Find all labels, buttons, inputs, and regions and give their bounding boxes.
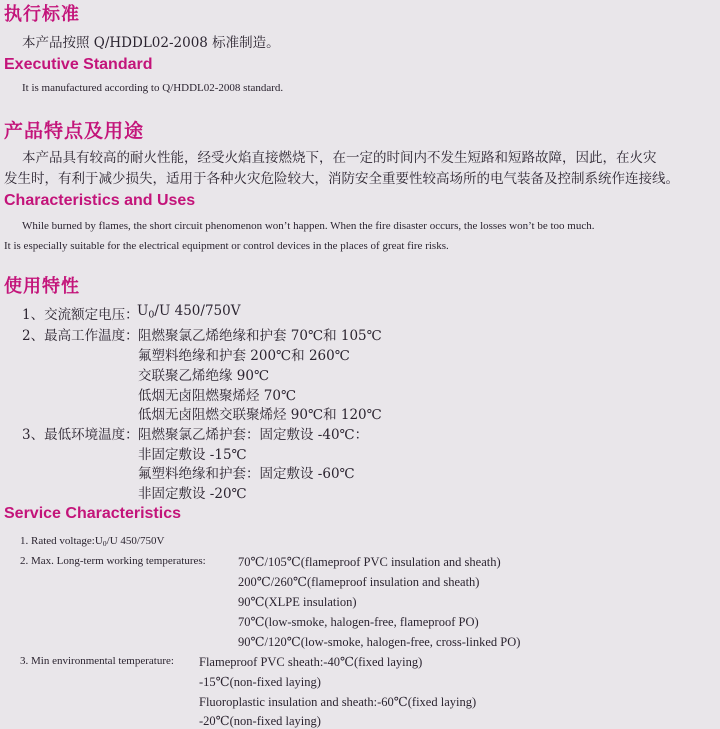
service-item2-line: 70℃(low-smoke, halogen-free, flameproof PO)	[238, 615, 479, 629]
usage-item3-line: 非固定敷设 -20℃	[138, 486, 247, 502]
usage-item2-line: 低烟无卤阻燃交联聚烯烃 90℃和 120℃	[138, 407, 382, 423]
service-title-en: Service Characteristics	[4, 505, 181, 522]
features-text-en-1: While burned by flames, the short circuit phenomenon won’t happen. When the fire disaster occurs, the losses won’t be too much.	[22, 220, 595, 232]
usage-item1-label: 1、交流额定电压：	[22, 307, 139, 323]
features-text-cn-2: 发生时，有利于减少损失，适用于各种火灾危险较大，消防安全重要性较高场所的电气装备及控制系统作连接线。	[4, 171, 679, 187]
usage-item2-line: 阻燃聚氯乙烯绝缘和护套 70℃和 105℃	[138, 328, 382, 344]
service-item3-line: -20℃(non-fixed laying)	[199, 714, 321, 728]
service-item2-line: 90℃(XLPE insulation)	[238, 595, 357, 609]
usage-item2-line: 低烟无卤阻燃聚烯烃 70℃	[138, 388, 297, 404]
features-text-en-2: It is especially suitable for the electrical equipment or control devices in the places of great fire risks.	[4, 240, 449, 252]
exec-standard-title-cn: 执行标准	[4, 4, 80, 25]
service-item1: 1. Rated $voltage:U_0/U$ 450/750V	[20, 535, 165, 548]
usage-item2-label: 2、最高工作温度：	[22, 328, 139, 344]
usage-title-cn: 使用特性	[4, 276, 80, 297]
usage-item3-line: 非固定敷设 -15℃	[138, 447, 247, 463]
usage-item2-line: 交联聚乙烯绝缘 90℃	[138, 368, 270, 384]
service-item3-line: Fluoroplastic insulation and sheath:-60℃(fixed laying)	[199, 695, 477, 709]
service-item3-line: -15℃(non-fixed laying)	[199, 675, 321, 689]
exec-standard-text-en: It is manufactured according to Q/HDDL02-2008 standard.	[22, 82, 284, 94]
service-item3-label: 3. Min environmental temperature:	[20, 655, 174, 667]
service-item3-line: Flameproof PVC sheath:-40℃(fixed laying)	[199, 655, 423, 669]
usage-item3-line: 阻燃聚氯乙烯护套：固定敷设 -40℃：	[138, 427, 369, 443]
features-title-en: Characteristics and Uses	[4, 192, 196, 209]
exec-standard-text-cn: 本产品按照 Q/HDDL02-2008 标准制造。	[22, 35, 280, 51]
service-item2-line: 200℃/260℃(flameproof insulation and sheath)	[238, 575, 480, 589]
service-item2-label: 2. Max. Long-term working temperatures:	[20, 555, 206, 567]
usage-item2-line: 氟塑料绝缘和护套 200℃和 260℃	[138, 348, 350, 364]
usage-item3-label: 3、最低环境温度：	[22, 427, 139, 443]
service-item2-line: 90℃/120℃(low-smoke, halogen-free, cross-linked PO)	[238, 635, 521, 649]
service-item2-line: 70℃/105℃(flameproof PVC insulation and sheath)	[238, 555, 501, 569]
exec-standard-title-en: Executive Standard	[4, 56, 153, 73]
usage-item3-line: 氟塑料绝缘和护套：固定敷设 -60℃	[138, 466, 355, 482]
features-text-cn-1: 本产品具有较高的耐火性能，经受火焰直接燃烧下，在一定的时间内不发生短路和短路故障，因此，在火灾	[22, 150, 657, 166]
features-title-cn: 产品特点及用途	[4, 120, 145, 142]
usage-item1-value: $U_0/U$ 450/750V	[137, 303, 241, 321]
